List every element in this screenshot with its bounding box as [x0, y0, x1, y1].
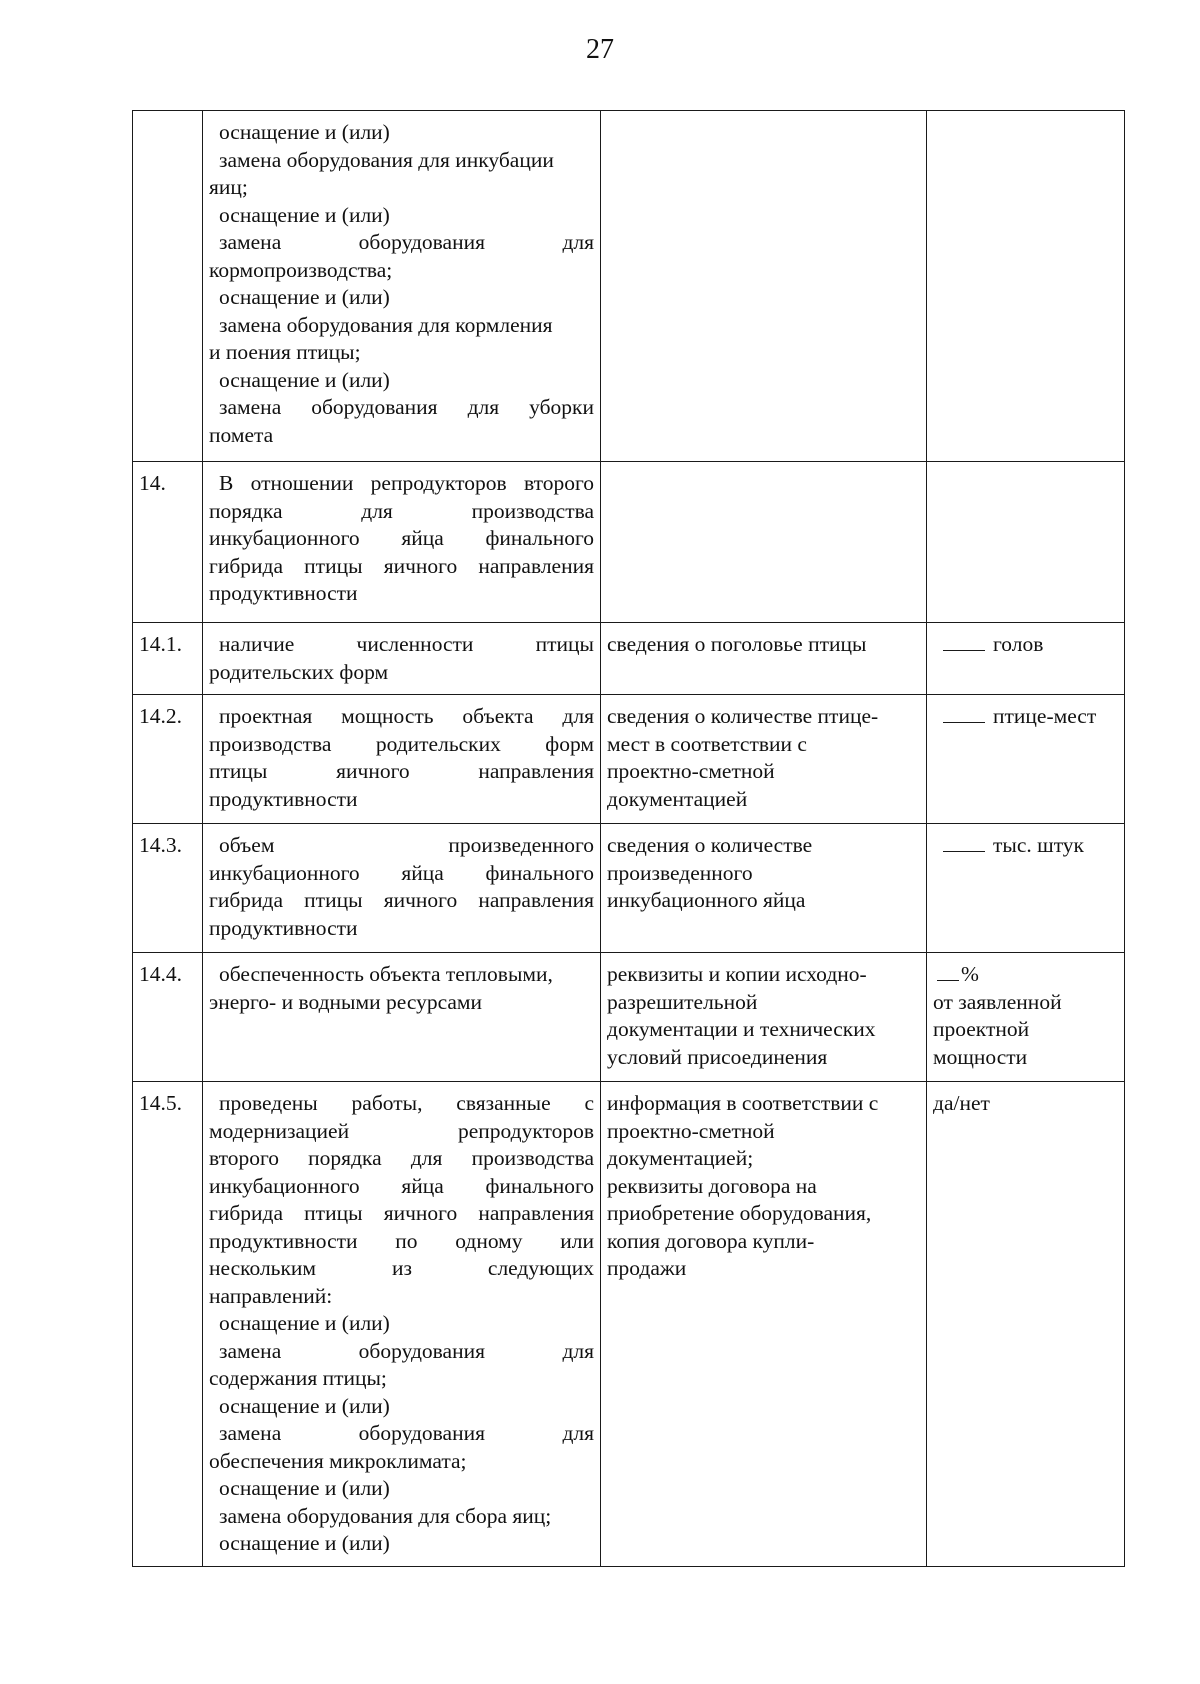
document-line: проектно-сметной — [607, 759, 775, 783]
table-row — [133, 623, 1125, 695]
criterion-line: оснащение и (или) — [219, 1476, 390, 1500]
value-answer: да/нет — [933, 1091, 990, 1115]
criterion-line: оснащение и (или) — [219, 202, 390, 227]
criterion-cell — [203, 111, 601, 462]
document-line: разрешительной — [607, 989, 758, 1014]
document-line: приобретение оборудования, — [607, 1201, 872, 1225]
document-line: сведения о количестве — [607, 833, 813, 857]
value-line: от заявленной — [933, 989, 1062, 1014]
criterion-line: проведены работы, связанные с — [219, 1091, 594, 1115]
table-row — [133, 1082, 1125, 1567]
page-number: 27 — [586, 34, 614, 65]
documents-cell — [601, 111, 927, 462]
criterion-line: инкубационного яйца финального — [209, 860, 594, 885]
fill-in-blank[interactable] — [943, 833, 985, 852]
criterion-line: помета — [209, 422, 274, 447]
table-row — [133, 824, 1125, 953]
criterion-line: продуктивности — [209, 581, 358, 605]
value-unit: птице-мест — [993, 704, 1097, 728]
criterion-line: проектная мощность объекта для — [219, 704, 594, 728]
row-number: 14.4. — [133, 953, 203, 1082]
document-line: произведенного — [607, 860, 753, 885]
criterion-cell — [203, 824, 601, 953]
percent-sign: % — [961, 962, 979, 986]
criterion-line: инкубационного яйца финального — [209, 526, 594, 550]
criterion-line: продуктивности — [209, 786, 358, 811]
criterion-line: обеспеченность объекта тепловыми, — [219, 962, 553, 986]
criterion-line: гибрида птицы яичного направления — [209, 888, 594, 912]
criterion-line: замена оборудования для — [219, 1338, 594, 1363]
criterion-line: модернизацией репродукторов — [209, 1118, 594, 1143]
document-line: сведения о поголовье птицы — [607, 632, 867, 656]
document-line: реквизиты договора на — [607, 1173, 817, 1198]
value-cell — [927, 953, 1125, 1082]
criterion-line: оснащение и (или) — [219, 1311, 390, 1335]
fill-in-blank[interactable] — [943, 632, 985, 651]
criterion-line: обеспечения микроклимата; — [209, 1448, 467, 1473]
criterion-line: родительских форм — [209, 659, 389, 684]
criterion-line: продуктивности — [209, 915, 358, 940]
row-number: 14.2. — [133, 695, 203, 824]
criterion-cell — [203, 695, 601, 824]
criterion-line: содержания птицы; — [209, 1366, 387, 1390]
criterion-line: замена оборудования для — [219, 230, 594, 254]
criteria-table — [132, 110, 1125, 1567]
criterion-line: производства родительских форм — [209, 731, 594, 756]
criterion-cell — [203, 462, 601, 623]
row-number: 14.5. — [133, 1082, 203, 1567]
criterion-line: оснащение и (или) — [219, 285, 390, 309]
table-row — [133, 111, 1125, 462]
value-cell — [927, 1082, 1125, 1567]
criterion-line: гибрида птицы яичного направления — [209, 1201, 594, 1225]
table-row — [133, 462, 1125, 623]
criterion-line: порядка для производства — [209, 498, 594, 523]
criterion-line: яиц; — [209, 175, 248, 199]
criterion-line: направлений: — [209, 1283, 333, 1308]
value-unit: тыс. штук — [993, 833, 1084, 857]
criterion-cell — [203, 953, 601, 1082]
documents-cell — [601, 623, 927, 695]
document-line: документацией; — [607, 1146, 754, 1170]
document-line: документации и технических — [607, 1017, 876, 1041]
document-line: копия договора купли- — [607, 1228, 815, 1253]
document-line: реквизиты и копии исходно- — [607, 962, 867, 986]
criterion-line: замена оборудования для — [219, 1421, 594, 1445]
table-row — [133, 953, 1125, 1082]
document-line: документацией — [607, 786, 748, 811]
documents-cell — [601, 824, 927, 953]
criterion-line: оснащение и (или) — [219, 1393, 390, 1418]
criterion-line: энерго- и водными ресурсами — [209, 989, 483, 1014]
value-cell — [927, 824, 1125, 953]
criterion-line: объем произведенного — [219, 833, 594, 857]
table-row — [133, 695, 1125, 824]
criterion-line: оснащение и (или) — [219, 367, 390, 392]
criterion-line: и поения птицы; — [209, 340, 361, 364]
value-line: проектной — [933, 1017, 1030, 1041]
criterion-line: кормопроизводства; — [209, 257, 393, 282]
documents-cell — [601, 695, 927, 824]
criterion-line: наличие численности птицы — [219, 632, 594, 656]
value-cell — [927, 111, 1125, 462]
document-line: сведения о количестве птице- — [607, 704, 879, 728]
documents-cell — [601, 1082, 927, 1567]
criterion-line: нескольким из следующих — [209, 1256, 594, 1280]
criterion-line: оснащение и (или) — [219, 120, 390, 144]
row-number: 14. — [133, 462, 203, 623]
row-number: 14.1. — [133, 623, 203, 695]
value-cell — [927, 623, 1125, 695]
value-line: мощности — [933, 1044, 1028, 1069]
criterion-line: замена оборудования для сбора яиц; — [219, 1503, 552, 1528]
document-line: проектно-сметной — [607, 1118, 775, 1143]
criterion-cell — [203, 1082, 601, 1567]
documents-cell — [601, 462, 927, 623]
document-line: информация в соответствии с — [607, 1091, 879, 1115]
fill-in-blank[interactable] — [943, 704, 985, 723]
documents-cell — [601, 953, 927, 1082]
criterion-line: В отношении репродукторов второго — [219, 471, 594, 495]
row-number — [133, 111, 203, 462]
criterion-line: продуктивности по одному или — [209, 1228, 594, 1253]
criterion-line: птицы яичного направления — [209, 759, 594, 783]
document-line: мест в соответствии с — [607, 731, 807, 756]
document-line: продажи — [607, 1256, 687, 1280]
criterion-line: замена оборудования для уборки — [219, 395, 594, 419]
fill-in-blank[interactable] — [937, 962, 959, 981]
row-number: 14.3. — [133, 824, 203, 953]
value-cell — [927, 695, 1125, 824]
value-cell — [927, 462, 1125, 623]
criterion-line: оснащение и (или) — [219, 1531, 390, 1555]
value-unit: голов — [993, 632, 1044, 656]
criterion-line: гибрида птицы яичного направления — [209, 553, 594, 578]
document-line: условий присоединения — [607, 1044, 828, 1069]
criterion-line: замена оборудования для инкубации — [219, 147, 554, 172]
criterion-line: замена оборудования для кормления — [219, 312, 553, 337]
criterion-line: инкубационного яйца финального — [209, 1173, 594, 1198]
criterion-line: второго порядка для производства — [209, 1146, 594, 1170]
document-line: инкубационного яйца — [607, 888, 806, 912]
criterion-cell — [203, 623, 601, 695]
